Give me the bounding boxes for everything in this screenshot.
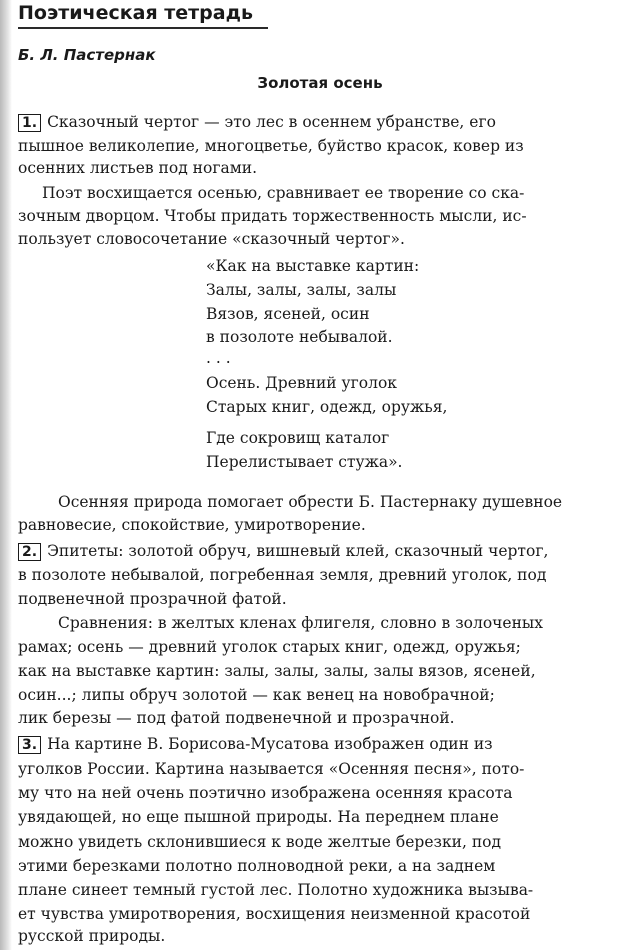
task3-line: увядающей, но еще пышной природы. На переднем плане	[18, 808, 499, 826]
quote-line: в позолоте небывалой.	[206, 328, 393, 346]
task1-line: Сказочный чертог — это лес в осеннем убранстве, его	[47, 113, 496, 131]
section-title: Поэтическая тетрадь	[18, 2, 253, 24]
quote-line: Залы, залы, залы, залы	[206, 281, 397, 299]
task1-line: пользует словосочетание «сказочный чертог».	[18, 230, 405, 248]
task-number-2: 2.	[18, 543, 41, 561]
task1-line: зочным дворцом. Чтобы придать торжественность мысли, ис-	[18, 207, 527, 225]
quote-line: «Как на выставке картин:	[206, 257, 420, 275]
conclusion-line: Осенняя природа помогает обрести Б. Пастернаку душевное	[58, 493, 563, 511]
task1-line: Поэт восхищается осенью, сравнивает ее творение со ска-	[42, 184, 525, 202]
task3-line: На картине В. Борисова-Мусатова изображен один из	[47, 735, 493, 753]
quote-line: Вязов, ясеней, осин	[206, 305, 370, 323]
task2-first-line	[18, 541, 548, 561]
task2-line: Сравнения: в желтых кленах флигеля, словно в золоченых	[58, 614, 544, 632]
page-shadow-edge	[0, 0, 12, 950]
task2-line: как на выставке картин: залы, залы, залы, залы вязов, ясеней,	[18, 662, 536, 680]
task3-line: плане синеет темный густой лес. Полотно художника вызыва-	[18, 881, 534, 899]
task-number-3: 3.	[18, 736, 41, 754]
task3-line: ет чувства умиротворения, восхищения неизменной красотой	[18, 905, 531, 923]
task2-line: подвенечной прозрачной фатой.	[18, 590, 287, 608]
task2-line: рамах; осень — древний уголок старых книг, одежд, оружья;	[18, 638, 521, 656]
quote-line: Старых книг, одежд, оружья,	[206, 398, 448, 416]
task3-first-line	[18, 734, 493, 754]
task2-line: в позолоте небывалой, погребенная земля, древний уголок, под	[18, 566, 547, 584]
task2-line: осин...; липы обруч золотой — как венец на новобрачной;	[18, 686, 495, 704]
task3-line: уголков России. Картина называется «Осенняя песня», пото-	[18, 760, 525, 778]
task1-line: пышное великолепие, многоцветье, буйство красок, ковер из	[18, 137, 524, 155]
conclusion-line: равновесие, спокойствие, умиротворение.	[18, 516, 366, 534]
task-number-1: 1.	[18, 114, 41, 132]
task2-line: Эпитеты: золотой обруч, вишневый клей, сказочный чертог,	[47, 542, 549, 560]
task1-line: осенних листьев под ногами.	[18, 159, 258, 177]
task3-line: можно увидеть склонившиеся к воде желтые березки, под	[18, 833, 502, 851]
quote-ellipsis: . . .	[206, 349, 231, 367]
poem-title: Золотая осень	[257, 74, 383, 92]
author-name: Б. Л. Пастернак	[18, 46, 156, 64]
task1-first-line	[18, 112, 496, 132]
task3-line: му что на ней очень поэтично изображена осенняя красота	[18, 784, 513, 802]
quote-line: Осень. Древний уголок	[206, 374, 397, 392]
task2-line: лик березы — под фатой подвенечной и прозрачной.	[18, 709, 455, 727]
quote-line: Где сокровищ каталог	[206, 429, 390, 447]
quote-line: Перелистывает стужа».	[206, 453, 403, 471]
section-divider	[18, 27, 268, 29]
task3-line: этими березками полотно полноводной реки, а на заднем	[18, 857, 496, 875]
task3-line: русской природы.	[18, 927, 166, 945]
